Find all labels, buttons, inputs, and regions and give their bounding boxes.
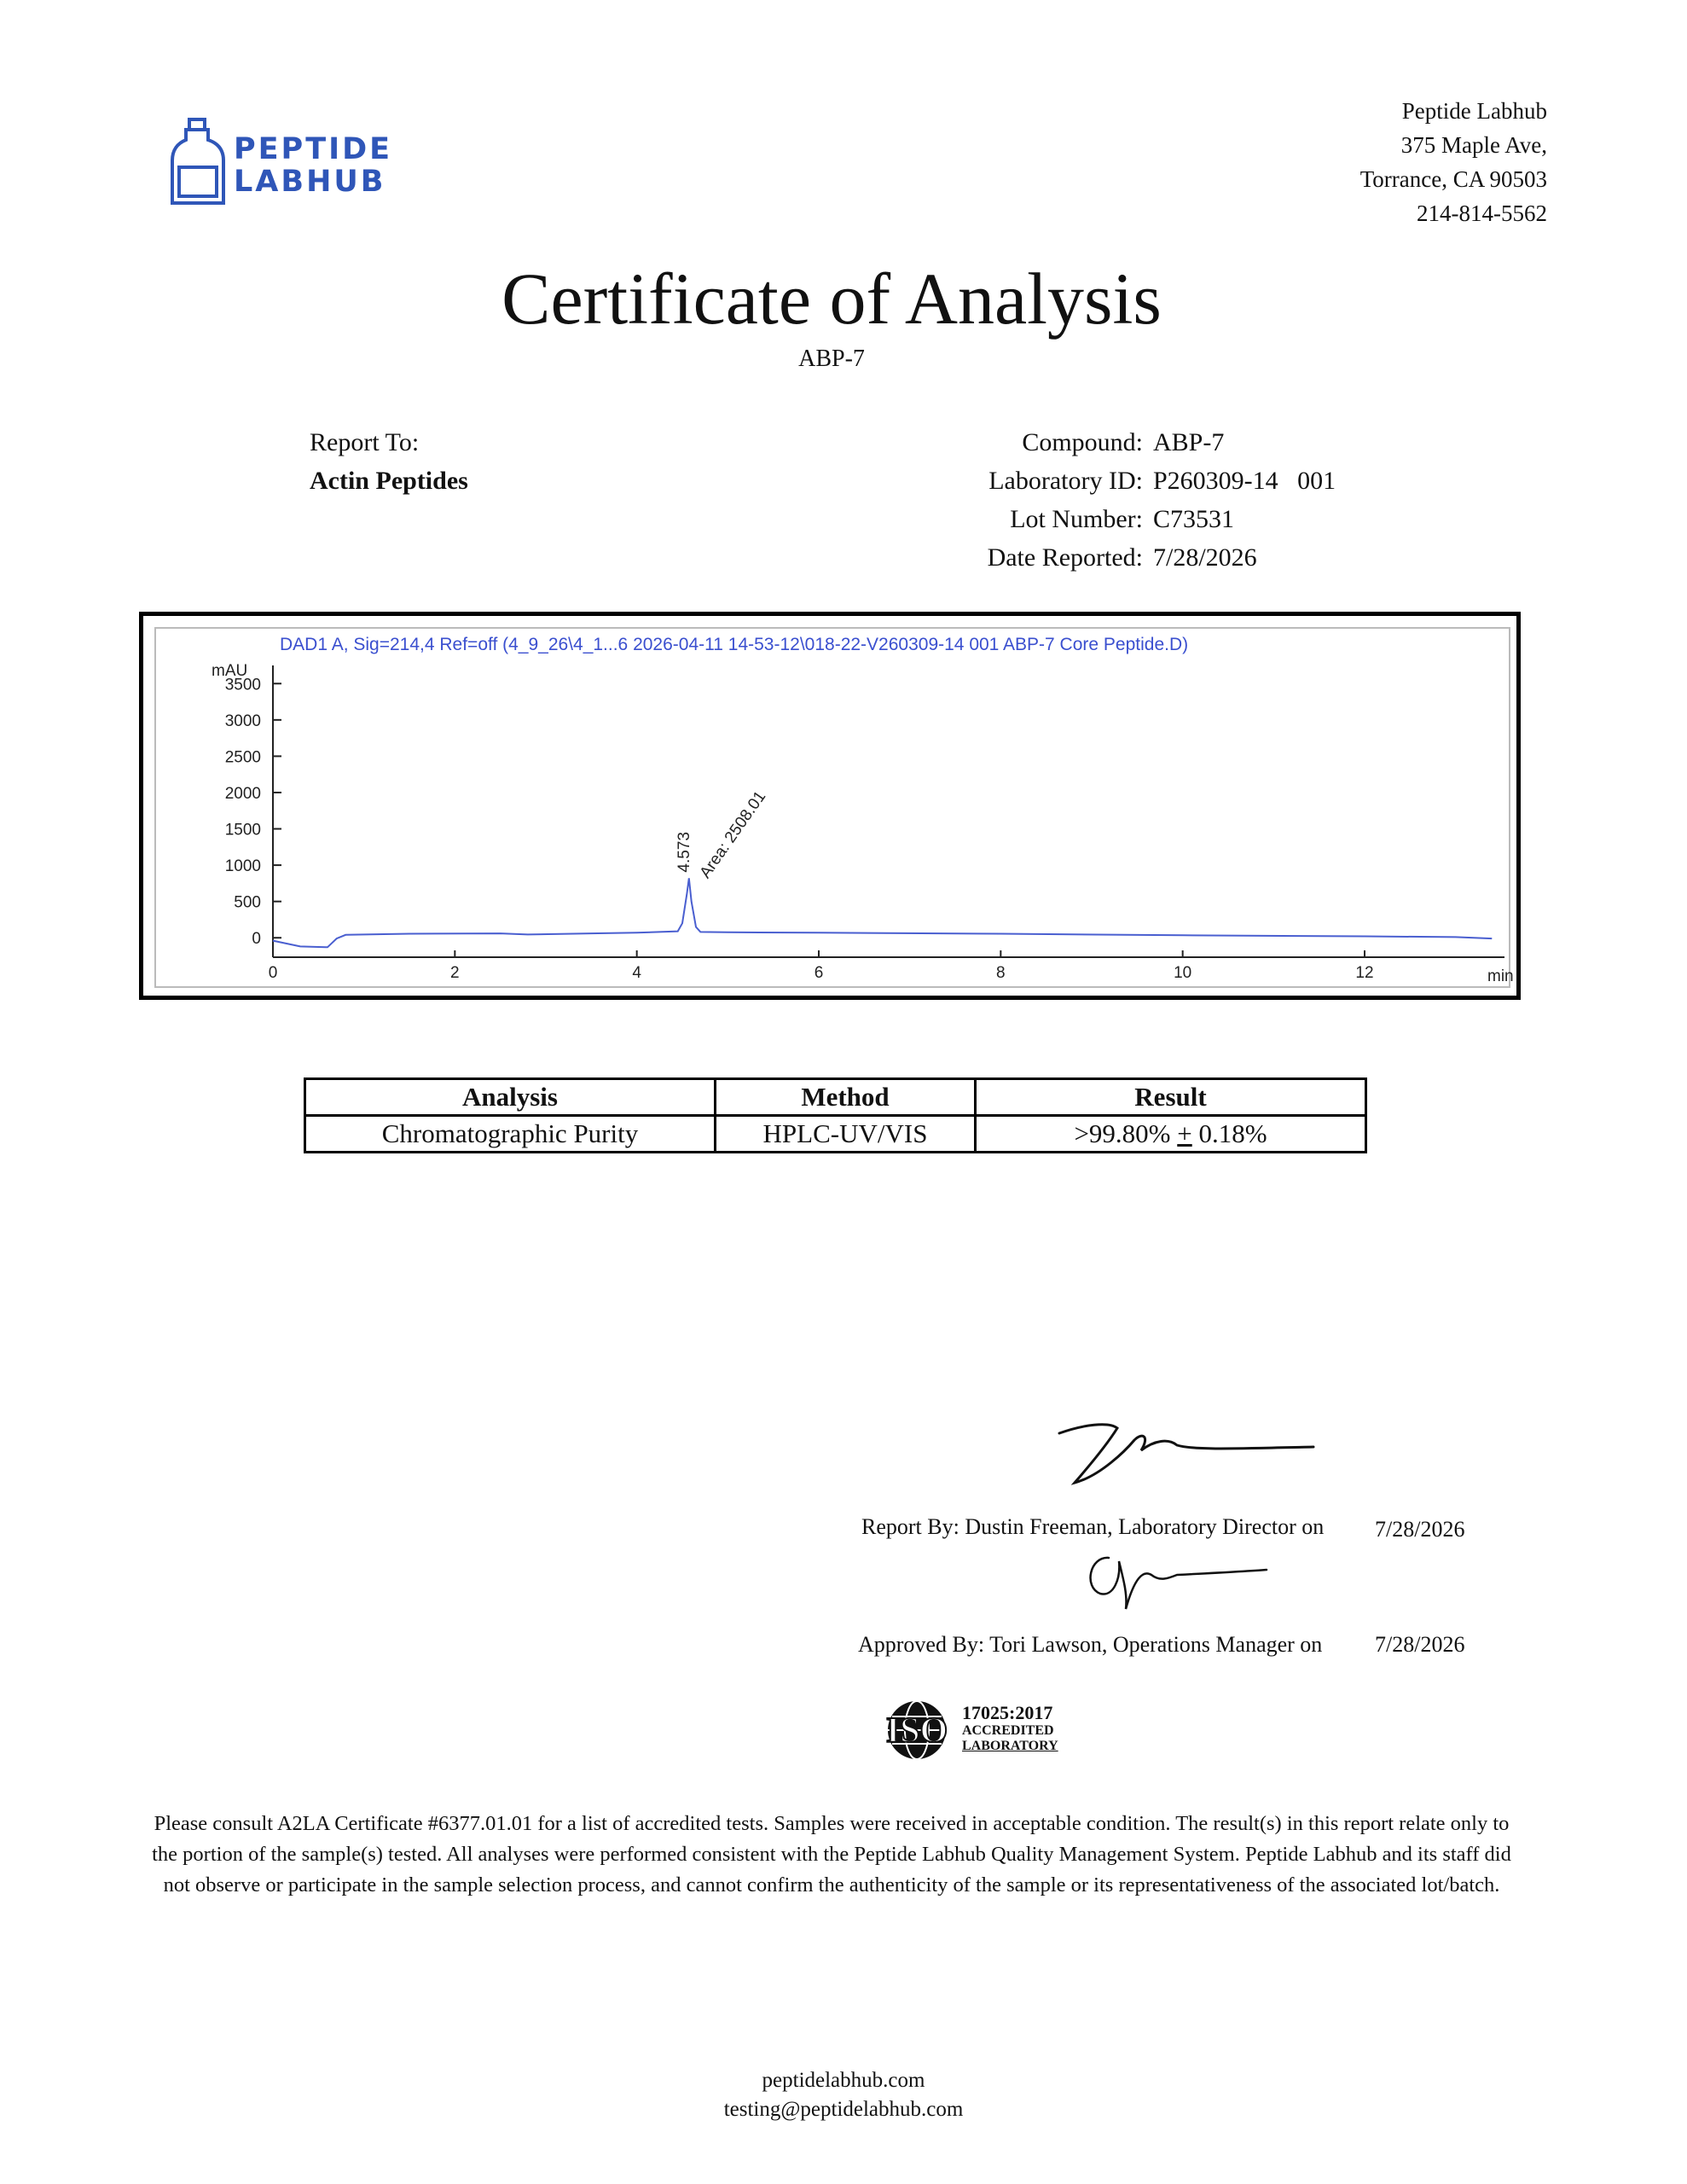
report-to-label: Report To: bbox=[310, 428, 420, 456]
x-tick-label: 6 bbox=[814, 964, 824, 982]
company-logo bbox=[169, 118, 399, 212]
report-to-client: Actin Peptides bbox=[310, 467, 468, 495]
info-row-compound bbox=[768, 423, 1336, 462]
header-method: Method bbox=[716, 1079, 976, 1116]
y-tick-label: 1000 bbox=[224, 857, 261, 876]
y-tick-label: 500 bbox=[234, 893, 261, 912]
peak-retention-label: 4.573 bbox=[675, 832, 693, 873]
chromatogram-chart bbox=[143, 616, 1516, 996]
chromatogram-frame bbox=[139, 612, 1521, 1000]
x-tick-label: 4 bbox=[632, 964, 641, 982]
chart-title: DAD1 A, Sig=214,4 Ref=off (4_9_26\4_1...6 2026-04-11 14-53-12\018-22-V260309-14 001 ABP-7 Core Peptide.D) bbox=[280, 635, 1189, 654]
director-signature bbox=[1049, 1416, 1322, 1493]
header-analysis: Analysis bbox=[305, 1079, 716, 1116]
table-row bbox=[305, 1116, 1366, 1153]
info-value: C73531 bbox=[1153, 505, 1235, 533]
result-plus-minus: + bbox=[1177, 1118, 1192, 1148]
y-tick-label: 2500 bbox=[224, 748, 261, 767]
approved-by-label: Approved By: Tori Lawson, Operations Manager on bbox=[858, 1632, 1323, 1657]
info-row-date bbox=[768, 538, 1336, 577]
info-label: Date Reported: bbox=[987, 543, 1143, 572]
header-result: Result bbox=[976, 1079, 1366, 1116]
iso-standard: 17025:2017 bbox=[962, 1702, 1053, 1723]
chromatogram-trace bbox=[273, 878, 1492, 947]
page-title: Certificate of Analysis bbox=[501, 258, 1162, 340]
report-by-label: Report By: Dustin Freeman, Laboratory Director on bbox=[861, 1514, 1325, 1539]
approved-by-date: 7/28/2026 bbox=[1375, 1632, 1465, 1657]
y-tick-label: 2000 bbox=[224, 784, 261, 803]
footer-contact bbox=[0, 2066, 1687, 2124]
info-label: Compound: bbox=[1022, 428, 1143, 456]
report-to bbox=[310, 423, 468, 500]
logo-line-2: LABHUB bbox=[234, 165, 386, 199]
info-label: Laboratory ID: bbox=[988, 467, 1143, 495]
y-tick-label: 3500 bbox=[224, 676, 261, 694]
iso-accredited: ACCREDITED bbox=[962, 1723, 1054, 1738]
info-value: ABP-7 bbox=[1153, 428, 1225, 456]
company-address bbox=[1360, 94, 1547, 230]
report-by-date: 7/28/2026 bbox=[1375, 1517, 1465, 1542]
info-row-lab-id bbox=[768, 462, 1336, 500]
company-city: Torrance, CA 90503 bbox=[1359, 166, 1547, 192]
x-tick-label: 0 bbox=[268, 964, 278, 982]
sample-info bbox=[768, 423, 1336, 577]
iso-laboratory: LABORATORY bbox=[962, 1739, 1058, 1753]
x-axis-label: min bbox=[1487, 967, 1514, 985]
manager-signature bbox=[1075, 1544, 1271, 1612]
info-value: 7/28/2026 bbox=[1153, 543, 1257, 572]
cell-analysis: Chromatographic Purity bbox=[305, 1116, 716, 1153]
info-value: P260309-14 001 bbox=[1153, 467, 1336, 495]
x-tick-label: 8 bbox=[996, 964, 1006, 982]
y-tick-label: 0 bbox=[252, 930, 261, 949]
iso-accreditation-badge bbox=[870, 1698, 1075, 1766]
svg-text:ISO: ISO bbox=[885, 1711, 948, 1751]
y-axis-label: mAU bbox=[212, 662, 248, 680]
disclaimer: Please consult A2LA Certificate #6377.01.01 for a list of accredited tests. Samples were received in acceptable condition. The result(s) in this report relate only to the portion of the sample(s) tested. All analyses were performed consistent with the Peptide Labhub Quality Management System. Peptide Labhub and its staff did not observe or participate in the sample selection process, and cannot confirm the authenticity of the sample or its representativeness of the associated lot/batch. bbox=[152, 1812, 1511, 1896]
page-subtitle: ABP-7 bbox=[798, 346, 865, 372]
y-tick-label: 3000 bbox=[224, 712, 261, 730]
info-row-lot bbox=[768, 500, 1336, 538]
company-street: 375 Maple Ave, bbox=[1400, 132, 1547, 158]
logo-line-1: PEPTIDE bbox=[234, 132, 393, 166]
cell-result bbox=[976, 1116, 1366, 1153]
cell-method: HPLC-UV/VIS bbox=[716, 1116, 976, 1153]
company-name: Peptide Labhub bbox=[1401, 98, 1547, 124]
info-label: Lot Number: bbox=[1010, 505, 1143, 533]
footer-email[interactable]: testing@peptidelabhub.com bbox=[723, 2098, 964, 2121]
footer-website[interactable]: peptidelabhub.com bbox=[762, 2069, 925, 2092]
x-tick-label: 10 bbox=[1174, 964, 1192, 982]
x-tick-label: 2 bbox=[450, 964, 460, 982]
globe-icon bbox=[870, 1698, 964, 1766]
y-tick-label: 1500 bbox=[224, 821, 261, 839]
company-phone: 214-814-5562 bbox=[1417, 200, 1547, 226]
result-value: >99.80% bbox=[1074, 1118, 1178, 1148]
x-tick-label: 12 bbox=[1355, 964, 1374, 982]
peak-area-label: Area: 2508.01 bbox=[696, 787, 770, 882]
result-uncertainty: 0.18% bbox=[1191, 1118, 1267, 1148]
results-table bbox=[304, 1077, 1367, 1153]
flask-icon bbox=[169, 118, 229, 212]
table-header-row bbox=[305, 1079, 1366, 1116]
